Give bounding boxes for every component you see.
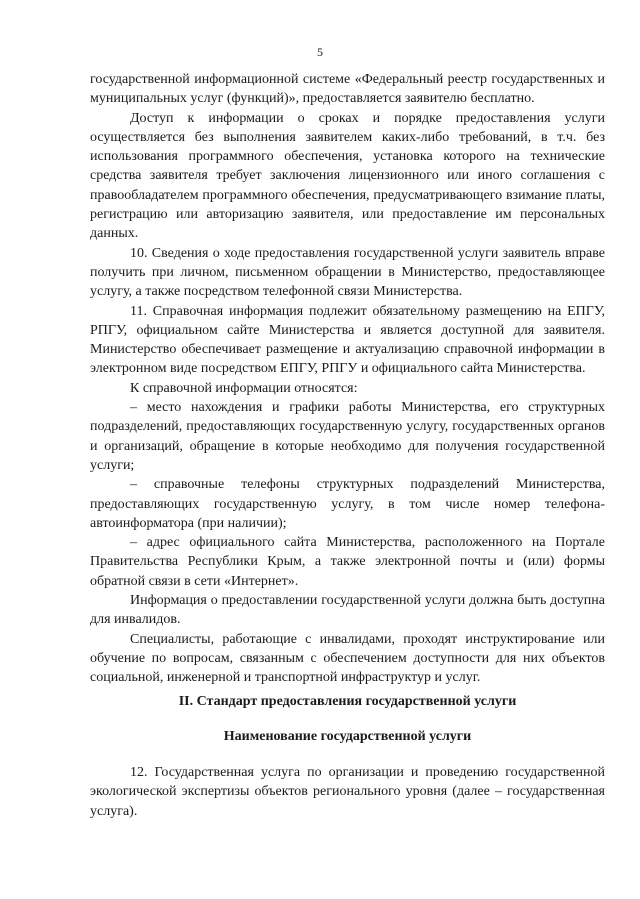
final-section: [90, 763, 605, 821]
paragraph: 12. Государственная услуга по организации и проведению государственной экологической экспертизы объектов регионального уровня (далее – государственная услуга).: [90, 765, 605, 819]
paragraph: Специалисты, работающие с инвалидами, проходят инструктирование или обучение по вопросам, связанным с обеспечением доступности для них объектов социальной, инженерной и транспортной инфраструктур и услуг.: [90, 631, 605, 686]
page-number: 5: [317, 45, 323, 59]
paragraph: – место нахождения и графики работы Министерства, его структурных подразделений, предоставляющих государственную услугу, государственных органов и организаций, обращение в которые необходимо для получения государственной услуги;: [90, 400, 605, 473]
paragraph: Доступ к информации о сроках и порядке предоставления услуги осуществляется без выполнения заявителем каких-либо требований, в т.ч. без использования программного обеспечения, установка которого на технические средства заявителя требует заключения лицензионного или иного соглашения с правообладателем программного обеспечения, предусматривающего взимание платы, регистрацию или авторизацию заявителя, или предоставление им персональных данных.: [90, 110, 605, 242]
paragraph: государственной информационной системе «Федеральный реестр государственных и муниципальных услуг (функций)», предоставляется заявителю бесплатно.: [90, 72, 605, 107]
paragraph: 10. Сведения о ходе предоставления государственной услуги заявитель вправе получить при личном, письменном обращении в Министерство, предоставляющее услугу, а также посредством телефонной связи Министерства.: [90, 245, 605, 300]
subheading: Наименование государственной услуги: [223, 729, 472, 744]
paragraph: К справочной информации относятся:: [130, 380, 358, 396]
paragraph: 11. Справочная информация подлежит обязательному размещению на ЕПГУ, РПГУ, официальном сайте Министерства и является доступной для заявителя. Министерство обеспечивает размещение и актуализацию справочной информации в электронном виде посредством ЕПГУ, РПГУ и официального сайта Министерства.: [90, 303, 605, 377]
paragraph: – адрес официального сайта Министерства, расположенного на Портале Правительства Республики Крым, а также электронной почты и (или) формы обратной связи в сети «Интернет».: [90, 535, 605, 589]
section-heading: II. Стандарт предоставления государственной услуги: [178, 694, 517, 709]
paragraph: Информация о предоставлении государственной услуги должна быть доступна для инвалидов.: [90, 593, 605, 628]
paragraph: – справочные телефоны структурных подразделений Министерства, предоставляющих государственную услугу, в том числе номер телефона-автоинформатора (при наличии);: [90, 477, 605, 531]
document-body: [90, 70, 605, 688]
